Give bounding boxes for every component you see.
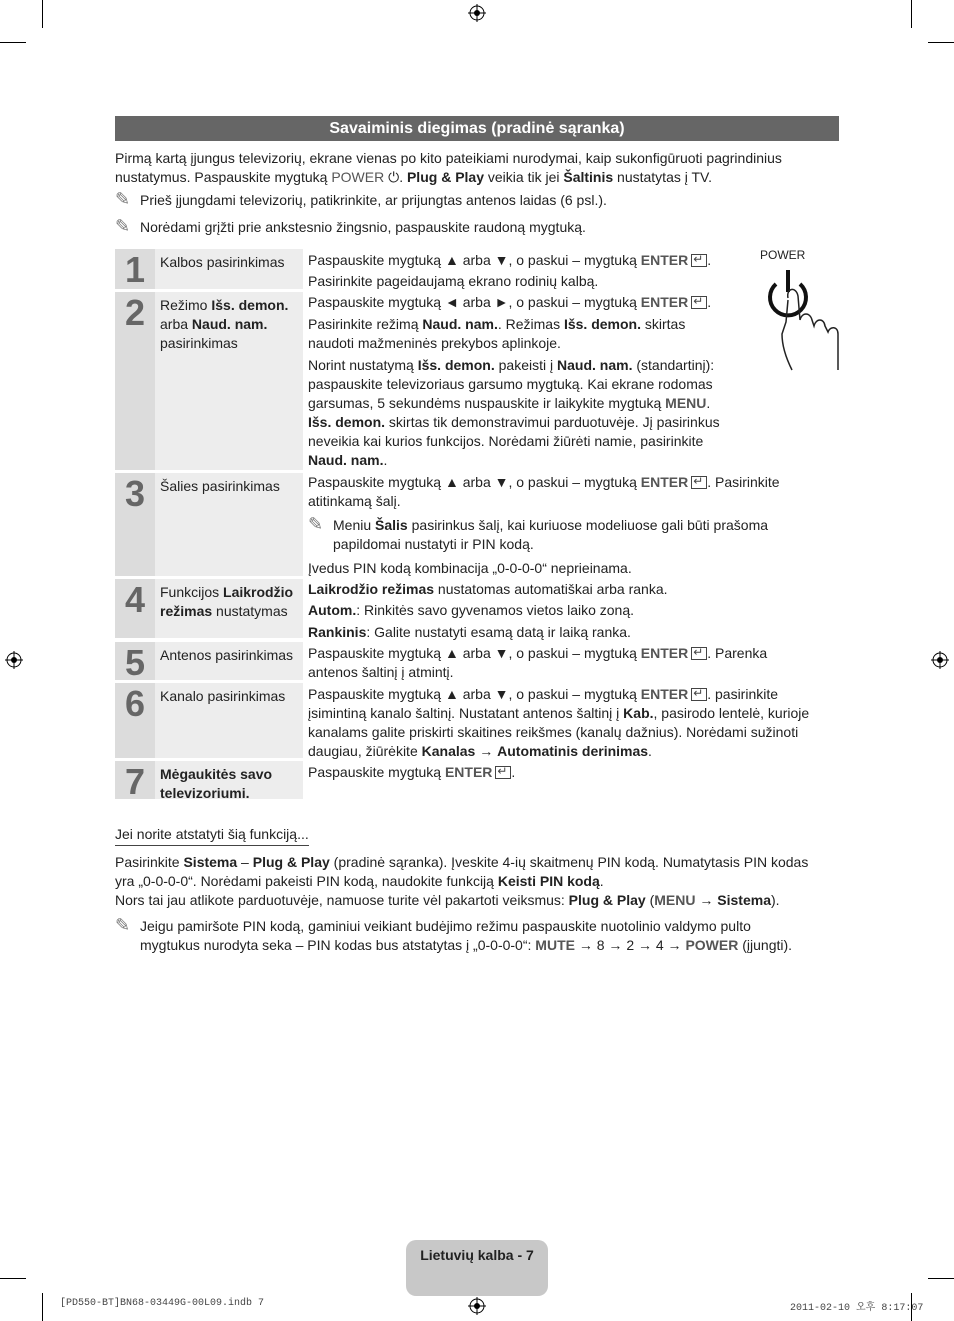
step-description: Laikrodžio režimas nustatomas automatiškai arba ranka. Autom.: Rinkitės savo gyvenamos vietos laiko zoną. Rankinis: Galite nustatyti esamą datą ir laiką ranka. bbox=[308, 581, 668, 640]
print-timestamp: 2011-02-10 오후 8:17:07 bbox=[790, 1303, 924, 1314]
step-number: 4 bbox=[115, 579, 155, 638]
note-pencil-icon: ✎ bbox=[308, 514, 324, 534]
step-label: Funkcijos Laikrodžio režimas nustatymas bbox=[155, 579, 303, 638]
page-number-tab: Lietuvių kalba - 7 bbox=[406, 1240, 548, 1296]
step-label: Režimo Išs. demon. arba Naud. nam. pasirinkimas bbox=[155, 292, 303, 470]
crop-mark bbox=[0, 1278, 26, 1279]
step-number: 3 bbox=[115, 473, 155, 576]
reset-paragraph: Pasirinkite Sistema – Plug & Play (pradinė sąranka). Įveskite 4-ių skaitmenų PIN kodą. Numatytasis PIN kodas yra „0-0-0-0“. Norėdami pakeisti PIN kodą, naudokite funkciją Keisti PIN kodą. Nors tai jau atlikote parduotuvėje, namuose turite vėl pakartoti veiksmus: Plug & Play (MENU → Sistema). bbox=[115, 854, 809, 908]
power-icon: ⏻ bbox=[388, 169, 400, 185]
section-title: Savaiminis diegimas (pradinė sąranka) bbox=[115, 116, 839, 141]
registration-mark-icon bbox=[468, 1297, 486, 1315]
note: ✎ Jeigu pamiršote PIN kodą, gaminiui veikiant budėjimo režimu paspauskite nuotolinio valdymo pulto mygtukus nurodyta seka – PIN kodas bus atstatytas į „0-0-0-0“: MUTE → 8 → 2 → 4 → POWER (įjungti). bbox=[115, 915, 793, 953]
note-pencil-icon: ✎ bbox=[115, 915, 131, 935]
crop-mark bbox=[42, 1293, 43, 1321]
crop-mark bbox=[928, 42, 954, 43]
step-label: Šalies pasirinkimas bbox=[155, 473, 303, 576]
step-label: Mėgaukitės savo televizoriumi. bbox=[155, 761, 303, 799]
power-label: POWER bbox=[760, 248, 806, 262]
step-number: 1 bbox=[115, 249, 155, 289]
registration-mark-icon bbox=[5, 651, 23, 669]
step-description: Paspauskite mygtuką ENTER↵ . bbox=[308, 763, 515, 782]
enter-icon bbox=[691, 296, 707, 309]
step-label: Kanalo pasirinkimas bbox=[155, 683, 303, 758]
crop-mark bbox=[0, 42, 26, 43]
step-number: 5 bbox=[115, 642, 155, 680]
crop-mark bbox=[42, 0, 43, 28]
hand-pressing-power-icon bbox=[752, 262, 844, 382]
note: ✎ Norėdami grįžti prie ankstesnio žingsnio, paspauskite raudoną mygtuką. bbox=[115, 216, 586, 236]
step-description: Paspauskite mygtuką ▲ arba ▼, o paskui – mygtuką ENTER↵ . pasirinkite įsimintiną kanalo šaltinį. Nustatant antenos šaltinį į Kab., pasirodo lentelė, kurioje kanalams galite priskirti skaitines reikšmes (kanalų dažnius). Norėdami sužinoti daugiau, žiūrėkite Kanalas → Automatinis derinimas. bbox=[308, 685, 809, 761]
reset-heading: Jei norite atstatyti šią funkciją... bbox=[115, 826, 309, 846]
note: ✎ Prieš įjungdami televizorių, patikrinkite, ar prijungtas antenos laidas (6 psl.). bbox=[115, 189, 607, 209]
registration-mark-icon bbox=[931, 651, 949, 669]
enter-icon bbox=[691, 647, 707, 660]
enter-icon bbox=[691, 476, 707, 489]
step-description: Paspauskite mygtuką ▲ arba ▼, o paskui – mygtuką ENTER↵ . Parenka antenos šaltinį į atmintį. bbox=[308, 644, 767, 682]
note-pencil-icon: ✎ bbox=[115, 189, 131, 209]
step-label: Kalbos pasirinkimas bbox=[155, 249, 303, 289]
step-description: Paspauskite mygtuką ▲ arba ▼, o paskui – mygtuką ENTER↵ . Pasirinkite atitinkamą šalį. ✎ Meniu Šalis pasirinkus šalį, kai kuriuose modeliuose gali būti prašoma papildomai nustatyti ir PIN kodą. Įvedus PIN kodą kombinacija „0-0-0-0“ neprieinama. bbox=[308, 473, 780, 578]
step-number: 7 bbox=[115, 761, 155, 799]
crop-mark bbox=[928, 1278, 954, 1279]
step-description: Paspauskite mygtuką ▲ arba ▼, o paskui – mygtuką ENTER↵ . Pasirinkite pageidaujamą ekrano rodinių kalbą. bbox=[308, 251, 711, 291]
enter-icon bbox=[495, 766, 511, 779]
step-number: 6 bbox=[115, 683, 155, 758]
step-description: Paspauskite mygtuką ◄ arba ►, o paskui – mygtuką ENTER↵ . Pasirinkite režimą Naud. nam.. Režimas Išs. demon. skirtas naudoti mažmeninės prekybos aplinkoje. Norint nustatymą Išs. demon. pakeisti į Naud. nam. (standartinį): paspauskite televizoriaus garsumo mygtuką. Kai ekrane rodomas garsumas, 5 sekundėms nuspauskite ir laikykite mygtuką MENU. Išs. demon. skirtas tik demonstravimui parduotuvėje. Jį pasirinkus neveikia kai kurios funkcijos. Norėdami žiūrėti namie, pasirinkite Naud. nam.. bbox=[308, 293, 720, 470]
note-pencil-icon: ✎ bbox=[115, 216, 131, 236]
enter-icon bbox=[691, 254, 707, 267]
enter-icon bbox=[691, 688, 707, 701]
step-label: Antenos pasirinkimas bbox=[155, 642, 303, 680]
crop-mark bbox=[911, 0, 912, 28]
step-number: 2 bbox=[115, 292, 155, 470]
registration-mark-icon bbox=[468, 4, 486, 22]
file-info: [PD550-BT]BN68-03449G-00L09.indb 7 bbox=[60, 1298, 265, 1309]
intro-paragraph: Pirmą kartą įjungus televizorių, ekrane vienas po kito pateikiami nurodymai, kaip sukonfigūruoti pagrindinius nustatymus. Paspauskite mygtuką POWER ⏻. Plug & Play veikia tik jei Šaltinis nustatytas į TV. bbox=[115, 150, 782, 185]
